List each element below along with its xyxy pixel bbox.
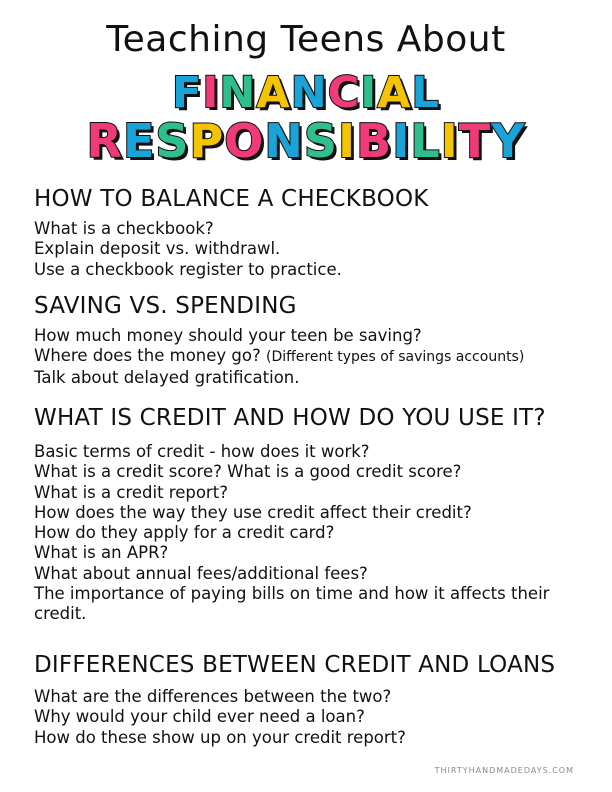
title-letter: C [327,68,361,118]
list-item: Use a checkbook register to practice. [34,259,342,279]
title-letter: I [202,68,220,118]
title-letter: B [356,114,393,168]
title-letter: S [303,114,338,168]
title-letter: S [155,114,190,168]
title-letter: P [189,114,225,168]
list-item [34,346,594,367]
title-letter: I [440,114,459,168]
title-letter: I [338,114,357,168]
section-saving [34,291,594,388]
title-script-line: Teaching Teens About [106,19,506,60]
list-item: How much money should your teen be saving? [34,326,422,345]
section-heading: DIFFERENCES BETWEEN CREDIT AND LOANS [34,652,556,678]
section-credit [34,403,594,625]
title-letter: N [219,68,257,118]
list-item: What is an APR? [34,543,169,563]
title-letter: O [224,114,265,168]
title-letter: A [256,68,291,118]
title-letter: N [290,68,328,118]
title-letter: Y [491,114,526,168]
title-responsibility [0,112,612,170]
section-heading: SAVING VS. SPENDING [34,293,297,319]
title-letter: A [377,68,412,118]
section-heading: HOW TO BALANCE A CHECKBOOK [34,186,429,212]
list-item: What is a credit report? [34,482,228,502]
title-letter: I [392,114,411,168]
list-item: Explain deposit vs. withdrawl. [34,239,281,259]
section-checkbook [34,184,594,280]
list-item: Talk about delayed gratification. [34,367,300,387]
list-item: What are the differences between the two? [34,687,392,706]
title-letter: T [458,114,492,168]
list-item: What is a checkbook? [34,219,214,238]
title-letter: I [360,68,378,118]
list-item: What is a credit score? What is a good credit score? [34,462,462,482]
list-item: How do they apply for a credit card? [34,523,335,543]
title-letter: L [411,68,440,118]
footer-website: THIRTYHANDMADEDAYS.COM [434,766,574,775]
title-letter: L [410,114,441,168]
title-letter: E [122,114,156,168]
list-item-text: Where does the money go? [34,346,261,366]
list-item: The importance of paying bills on time and how it affects their credit. [34,584,550,624]
list-item: What about annual fees/additional fees? [34,563,368,583]
list-item-note: (Different types of savings accounts) [266,349,525,366]
list-item: How does the way they use credit affect their credit? [34,502,472,522]
title-letter: F [172,68,203,118]
section-credit-vs-loans [34,650,594,748]
list-item: How do these show up on your credit report? [34,727,406,747]
list-item: Basic terms of credit - how does it work? [34,442,370,461]
list-item: Why would your child ever need a loan? [34,707,365,727]
title-letter: R [86,114,123,168]
section-heading: WHAT IS CREDIT AND HOW DO YOU USE IT? [34,405,546,431]
title-letter: N [264,114,304,168]
